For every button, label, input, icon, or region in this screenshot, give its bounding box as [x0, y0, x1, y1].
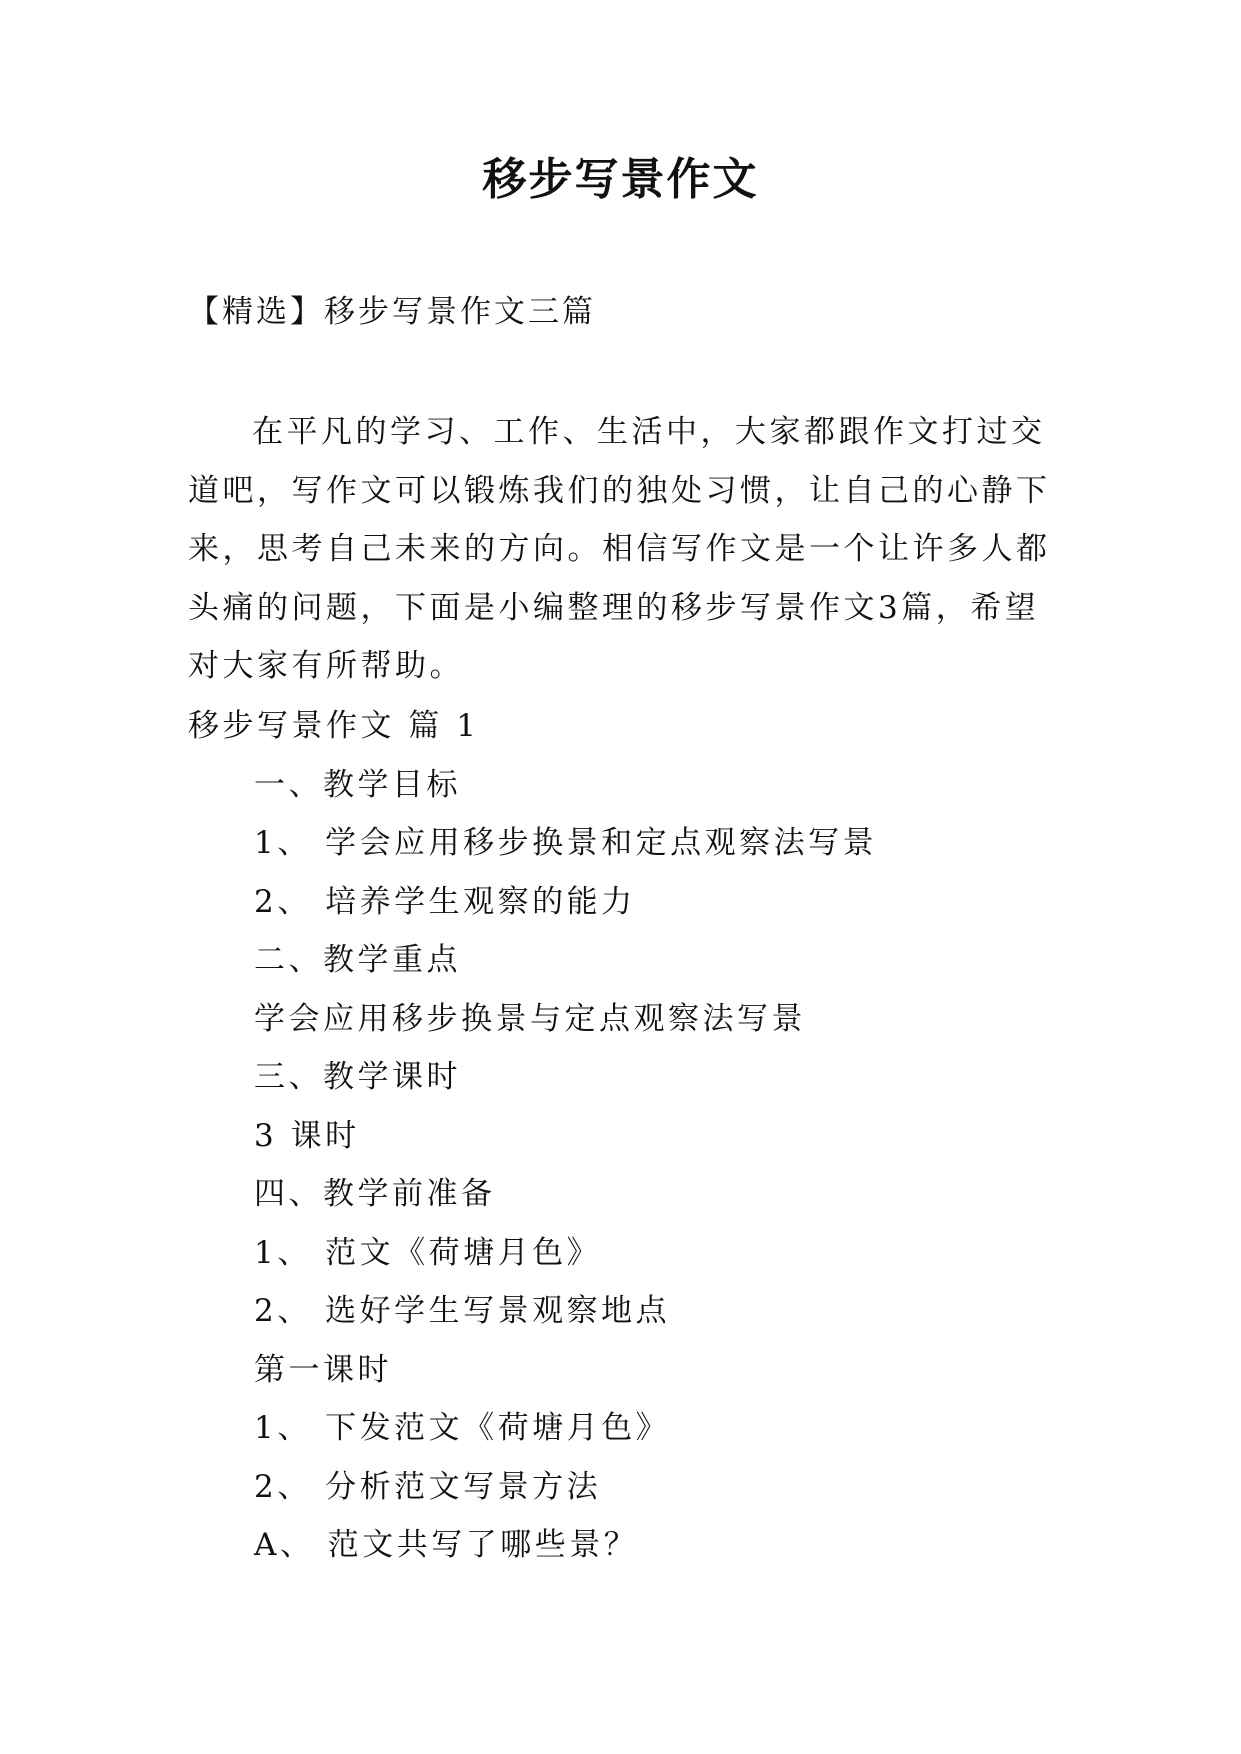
content-line: A、 范文共写了哪些景？ — [254, 1527, 639, 1563]
content-line: 1、 范文《荷塘月色》 — [254, 1234, 602, 1271]
content-line: 1、 下发范文《荷塘月色》 — [254, 1410, 671, 1446]
content-line: 三、教学课时 — [254, 1059, 461, 1095]
document-title: 移步写景作文 — [482, 154, 759, 205]
content-lines — [188, 697, 1060, 1575]
content-line: 2、 培养学生观察的能力 — [254, 883, 636, 920]
content-line: 学会应用移步换景与定点观察法写景 — [254, 1000, 806, 1037]
content-line: 第一课时 — [254, 1351, 392, 1388]
intro-paragraph: 在平凡的学习、工作、生活中，大家都跟作文打过交道吧，写作文可以锻炼我们的独处习惯，让自己的心静下来，思考自己未来的方向。相信写作文是一个让许多人都头痛的问题，下面是小编整理的移步写景作文3篇，希望对大家有所帮助。 — [188, 414, 1051, 684]
content-line: 四、教学前准备 — [254, 1176, 496, 1212]
document-subtitle: 【精选】移步写景作文三篇 — [188, 294, 596, 330]
content-line: 一、教学目标 — [254, 766, 461, 803]
content-line: 3 课时 — [254, 1117, 360, 1154]
content-line: 1、 学会应用移步换景和定点观察法写景 — [254, 825, 878, 861]
content-line: 2、 分析范文写景方法 — [254, 1468, 602, 1505]
content-line: 二、教学重点 — [254, 942, 461, 978]
section-heading: 移步写景作文 篇 1 — [188, 708, 480, 744]
content-line: 2、 选好学生写景观察地点 — [254, 1293, 671, 1329]
